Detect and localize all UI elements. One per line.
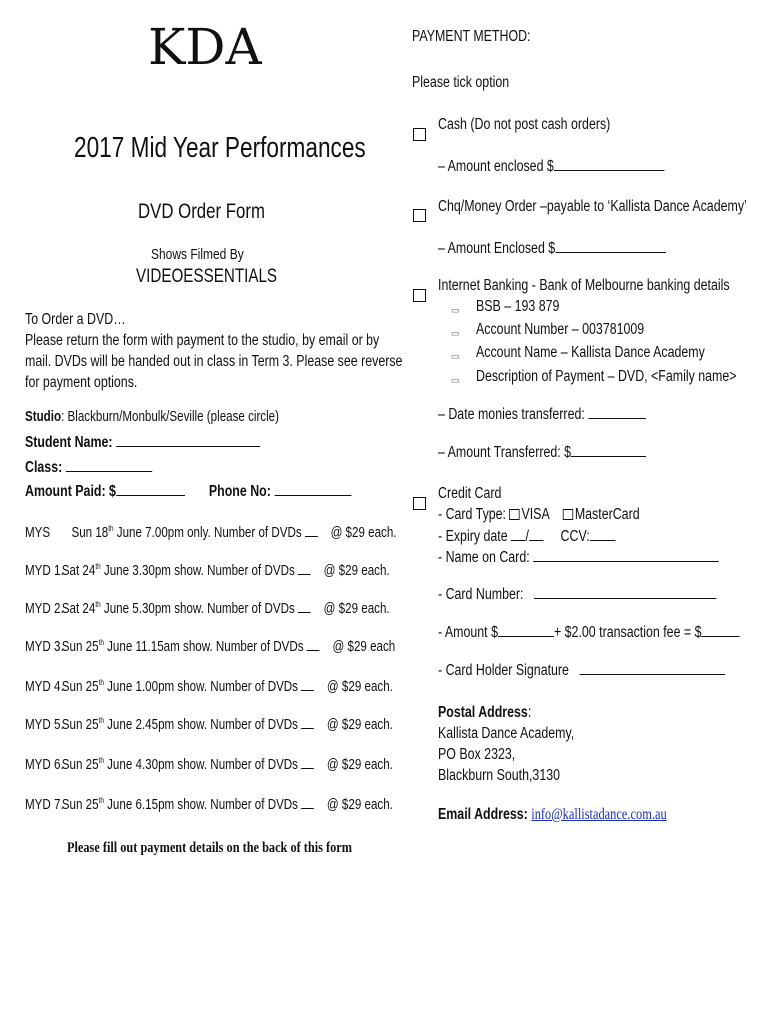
expiry-separator: / <box>525 528 529 545</box>
cash-amount-blank[interactable] <box>554 157 664 171</box>
visa-label: VISA <box>521 506 550 523</box>
credit-card-checkbox[interactable] <box>413 497 426 510</box>
show-time: June 5.30pm show. Number of DVDs <box>100 601 295 617</box>
intro-line-2: Please return the form with payment to the studio, by email or by <box>25 332 380 349</box>
show-date-suffix: th <box>108 524 114 534</box>
show-price: @ $29 each. <box>326 717 393 733</box>
postal-heading <box>438 704 531 722</box>
show-time: June 3.30pm show. Number of DVDs <box>100 563 295 579</box>
show-date-suffix: th <box>95 562 101 572</box>
amount-paid-blank[interactable] <box>116 482 185 496</box>
show-date: Sun 25 <box>61 639 99 655</box>
class-label: Class: <box>25 459 63 476</box>
dvd-quantity-blank[interactable] <box>298 561 311 575</box>
show-code: MYD 3. <box>25 639 64 655</box>
show-time: June 7.00pm only. Number of DVDs <box>113 525 302 541</box>
signature-blank[interactable] <box>579 661 725 675</box>
banking-checkbox[interactable] <box>413 289 426 302</box>
name-on-card-label: - Name on Card: <box>438 549 530 566</box>
show-code: MYD 5. <box>25 717 64 733</box>
show-date: Sun 25 <box>61 757 99 773</box>
card-amount-label: - Amount $ <box>438 624 498 641</box>
show-code: MYD 1. <box>25 563 64 579</box>
show-date: Sun 25 <box>61 797 99 813</box>
show-row[interactable] <box>25 561 390 579</box>
intro-line-1: To Order a DVD… <box>25 311 126 328</box>
card-amount-blank[interactable] <box>498 623 554 637</box>
postal-label: Postal Address <box>438 704 528 721</box>
banking-label: Internet Banking - Bank of Melbourne banking details <box>438 277 730 294</box>
cheque-amount-blank[interactable] <box>555 239 665 253</box>
show-code: MYD 6. <box>25 757 64 773</box>
cash-amount-field[interactable] <box>438 157 664 176</box>
cheque-amount-field[interactable] <box>438 239 666 258</box>
show-date-suffix: th <box>98 796 104 806</box>
amount-transferred-blank[interactable] <box>571 443 646 457</box>
dvd-quantity-blank[interactable] <box>301 795 314 809</box>
show-date-suffix: th <box>95 600 101 610</box>
show-price: @ $29 each. <box>323 601 390 617</box>
show-date-suffix: th <box>98 716 104 726</box>
cheque-checkbox[interactable] <box>413 209 426 222</box>
card-total-blank[interactable] <box>702 623 740 637</box>
videographer-name: VIDEOESSENTIALS <box>136 266 278 287</box>
show-date-suffix: th <box>98 678 104 688</box>
studio-options: : Blackburn/Monbulk/Seville (please circle) <box>61 409 280 425</box>
bullet-icon: ▭ <box>451 328 460 338</box>
expiry-month-blank[interactable] <box>511 527 525 541</box>
date-transferred-blank[interactable] <box>588 405 646 419</box>
email-field <box>438 806 667 824</box>
intro-line-3: mail. DVDs will be handed out in class in Term 3. Please see reverse <box>25 353 403 370</box>
show-code: MYD 7. <box>25 797 64 813</box>
card-amount-field[interactable] <box>438 623 740 642</box>
amount-paid-label: Amount Paid: $ <box>25 483 116 500</box>
show-row[interactable] <box>25 637 395 655</box>
show-date: Sat 24 <box>61 601 96 617</box>
cash-amount-label: – Amount enclosed $ <box>438 158 554 175</box>
payment-heading: PAYMENT METHOD: <box>412 28 531 45</box>
show-date: Sun 18 <box>71 525 109 541</box>
studio-field <box>25 409 279 425</box>
bank-account-name: Account Name – Kallista Dance Academy <box>476 344 705 361</box>
show-price: @ $29 each. <box>326 679 393 695</box>
show-price: @ $29 each. <box>330 525 397 541</box>
mastercard-checkbox[interactable] <box>563 509 573 520</box>
form-subtitle: DVD Order Form <box>138 200 265 223</box>
filmed-by-label: Shows Filmed By <box>151 246 244 263</box>
transaction-fee-label: + $2.00 transaction fee = $ <box>553 624 702 641</box>
card-number-label: - Card Number: <box>438 586 524 603</box>
dvd-quantity-blank[interactable] <box>301 677 314 691</box>
bank-bsb: BSB – 193 879 <box>476 298 560 315</box>
show-time: June 11.15am show. Number of DVDs <box>103 639 304 655</box>
phone-blank[interactable] <box>274 482 351 496</box>
signature-field[interactable] <box>438 661 725 680</box>
bank-account-number: Account Number – 003781009 <box>476 321 645 338</box>
card-number-field[interactable] <box>438 585 716 604</box>
student-name-field[interactable] <box>25 433 260 452</box>
postal-line-1: Kallista Dance Academy, <box>438 725 575 742</box>
mastercard-label: MasterCard <box>574 506 640 523</box>
name-on-card-blank[interactable] <box>533 548 719 562</box>
show-code: MYD 4. <box>25 679 64 695</box>
bullet-icon: ▭ <box>451 305 460 315</box>
show-code: MYD 2. <box>25 601 64 617</box>
show-row[interactable] <box>25 599 390 617</box>
show-date: Sat 24 <box>61 563 96 579</box>
bank-payment-description: Description of Payment – DVD, <Family name> <box>476 368 737 385</box>
ccv-blank[interactable] <box>590 527 616 541</box>
dvd-quantity-blank[interactable] <box>301 755 314 769</box>
show-date-suffix: th <box>98 638 104 648</box>
bullet-icon: ▭ <box>451 351 460 361</box>
expiry-label: - Expiry date <box>438 528 508 545</box>
dvd-quantity-blank[interactable] <box>307 637 320 651</box>
credit-card-label: Credit Card <box>438 485 502 502</box>
show-price: @ $29 each <box>332 639 396 655</box>
postal-colon: : <box>527 704 532 721</box>
cheque-amount-label: – Amount Enclosed $ <box>438 240 556 257</box>
show-price: @ $29 each. <box>326 757 393 773</box>
phone-label: Phone No: <box>208 483 271 500</box>
footer-note: Please fill out payment details on the back of this form <box>67 840 352 856</box>
student-name-blank[interactable] <box>116 433 260 447</box>
visa-checkbox[interactable] <box>509 509 519 520</box>
expiry-year-blank[interactable] <box>529 527 543 541</box>
show-date: Sun 25 <box>61 717 99 733</box>
payment-instruction: Please tick option <box>412 74 510 91</box>
amount-paid-field[interactable] <box>25 482 351 501</box>
dvd-quantity-blank[interactable] <box>298 599 311 613</box>
card-number-blank[interactable] <box>534 585 716 599</box>
show-row[interactable] <box>25 755 393 773</box>
show-time: June 2.45pm show. Number of DVDs <box>103 717 298 733</box>
postal-line-3: Blackburn South,3130 <box>438 767 561 784</box>
student-name-label: Student Name: <box>25 434 113 451</box>
dvd-quantity-blank[interactable] <box>305 523 318 537</box>
class-field[interactable] <box>25 458 152 477</box>
page-title: 2017 Mid Year Performances <box>74 132 366 164</box>
cheque-label: Chq/Money Order –payable to ‘Kallista Dance Academy’ <box>438 198 747 215</box>
show-code: MYS <box>25 525 51 541</box>
show-time: June 4.30pm show. Number of DVDs <box>103 757 298 773</box>
show-price: @ $29 each. <box>326 797 393 813</box>
card-type-field <box>438 506 640 524</box>
class-blank[interactable] <box>66 458 152 472</box>
show-price: @ $29 each. <box>323 563 390 579</box>
show-date: Sun 25 <box>61 679 99 695</box>
studio-label: Studio <box>25 409 62 425</box>
show-date-suffix: th <box>98 756 104 766</box>
postal-line-2: PO Box 2323, <box>438 746 516 763</box>
amount-transferred-label: – Amount Transferred: $ <box>438 444 572 461</box>
card-type-label: - Card Type: <box>438 506 507 523</box>
name-on-card-field[interactable] <box>438 548 719 567</box>
cash-checkbox[interactable] <box>413 128 426 141</box>
show-time: June 1.00pm show. Number of DVDs <box>103 679 298 695</box>
ccv-label: CCV: <box>560 528 590 545</box>
cash-label: Cash (Do not post cash orders) <box>438 116 611 133</box>
amount-transferred-field[interactable] <box>438 443 646 462</box>
bullet-icon: ▭ <box>451 375 460 385</box>
show-row[interactable] <box>25 715 393 733</box>
show-time: June 6.15pm show. Number of DVDs <box>103 797 298 813</box>
kda-logo: KDA <box>148 18 262 76</box>
email-link[interactable]: info@kallistadance.com.au <box>531 806 667 823</box>
show-row[interactable] <box>25 677 393 695</box>
email-label: Email Address: <box>438 806 528 823</box>
date-transferred-label: – Date monies transferred: <box>438 406 585 423</box>
expiry-field[interactable] <box>438 527 615 546</box>
date-transferred-field[interactable] <box>438 405 646 424</box>
show-row[interactable] <box>25 523 397 541</box>
signature-label: - Card Holder Signature <box>438 662 569 679</box>
show-row[interactable] <box>25 795 393 813</box>
intro-line-4: for payment options. <box>25 374 138 391</box>
dvd-quantity-blank[interactable] <box>301 715 314 729</box>
